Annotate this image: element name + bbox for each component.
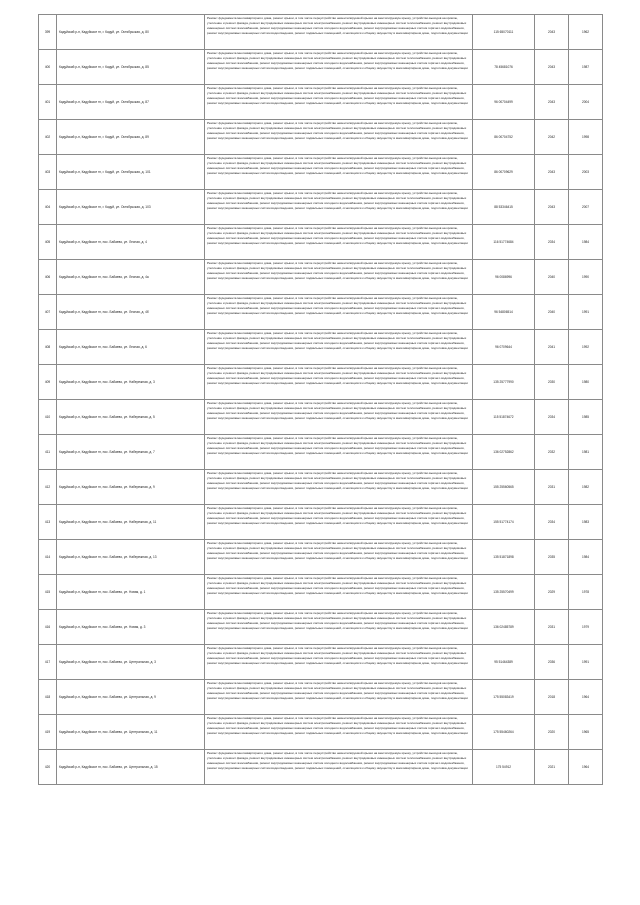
cost-cell: 135 25777990 xyxy=(473,365,535,400)
works-description-cell: Ремонт фундамента многоквартирного дома, ремонт крыши, в том числе переустройство невентилируемой крыши на вентилируемую крышу, устройство выходов на кровлю, утепление и ремонт фасада, ремонт внутридомовых инженерных систем электроснабжения, ремонт внутридомовых инженерных систем теплоснабжения, ремонт внутридомовых инженерных систем газоснабжения, ремонт внутридомовых инженерных систем холодного водоснабжения, ремонт внутридомовых инженерных систем горячего водоснабжения, ремонт внутридомовых инженерных систем водоотведения, ремонт подвальных помещений, относящихся к общему имуществу в многоквартирном доме, подготовка документации xyxy=(205,435,473,470)
address-cell: Кадуйский р-н, Кадуйское гп, г. Кадуй, ул. Октябрьская, д. 101 xyxy=(57,155,205,190)
document-page xyxy=(38,14,602,785)
address-cell: Кадуйский р-н, Кадуйское гп, пос. Бабаево, ул. Центральная, д. 15 xyxy=(57,750,205,785)
works-description-cell: Ремонт фундамента многоквартирного дома, ремонт крыши, в том числе переустройство невентилируемой крыши на вентилируемую крышу, устройство выходов на кровлю, утепление и ремонт фасада, ремонт внутридомовых инженерных систем электроснабжения, ремонт внутридомовых инженерных систем теплоснабжения, ремонт внутридомовых инженерных систем газоснабжения, ремонт внутридомовых инженерных систем холодного водоснабжения, ремонт внутридомовых инженерных систем горячего водоснабжения, ремонт внутридомовых инженерных систем водоотведения, ремонт подвальных помещений, относящихся к общему имуществу в многоквартирном доме, подготовка документации xyxy=(205,120,473,155)
cost-cell: 175 55460264 xyxy=(473,715,535,750)
planned-year-cell: 2036 xyxy=(535,645,569,680)
table-row xyxy=(39,85,603,120)
cost-cell: 96 0709644 xyxy=(473,330,535,365)
row-number: 402 xyxy=(39,120,57,155)
build-year-cell: 1965 xyxy=(569,715,603,750)
works-description-cell: Ремонт фундамента многоквартирного дома, ремонт крыши, в том числе переустройство невентилируемой крыши на вентилируемую крышу, устройство выходов на кровлю, утепление и ремонт фасада, ремонт внутридомовых инженерных систем электроснабжения, ремонт внутридомовых инженерных систем теплоснабжения, ремонт внутридомовых инженерных систем газоснабжения, ремонт внутридомовых инженерных систем холодного водоснабжения, ремонт внутридомовых инженерных систем горячего водоснабжения, ремонт внутридомовых инженерных систем водоотведения, ремонт подвальных помещений, относящихся к общему имуществу в многоквартирном доме, подготовка документации xyxy=(205,540,473,575)
build-year-cell: 1981 xyxy=(569,435,603,470)
address-cell: Кадуйский р-н, Кадуйское гп, пос. Бабаево, ул. Набережная, д. 3 xyxy=(57,365,205,400)
build-year-cell: 2007 xyxy=(569,190,603,225)
cost-cell: 136 02752862 xyxy=(473,435,535,470)
table-row xyxy=(39,505,603,540)
row-number: 420 xyxy=(39,750,57,785)
table-row xyxy=(39,330,603,365)
planned-year-cell: 2043 xyxy=(535,85,569,120)
works-description-cell: Ремонт фундамента многоквартирного дома, ремонт крыши, в том числе переустройство невентилируемой крыши на вентилируемую крышу, устройство выходов на кровлю, утепление и ремонт фасада, ремонт внутридомовых инженерных систем электроснабжения, ремонт внутридомовых инженерных систем теплоснабжения, ремонт внутридомовых инженерных систем газоснабжения, ремонт внутридомовых инженерных систем холодного водоснабжения, ремонт внутридомовых инженерных систем горячего водоснабжения, ремонт внутридомовых инженерных систем водоотведения, ремонт подвальных помещений, относящихся к общему имуществу в многоквартирном доме, подготовка документации xyxy=(205,85,473,120)
planned-year-cell: 2042 xyxy=(535,120,569,155)
works-description-cell: Ремонт фундамента многоквартирного дома, ремонт крыши, в том числе переустройство невентилируемой крыши на вентилируемую крышу, устройство выходов на кровлю, утепление и ремонт фасада, ремонт внутридомовых инженерных систем электроснабжения, ремонт внутридомовых инженерных систем теплоснабжения, ремонт внутридомовых инженерных систем газоснабжения, ремонт внутридомовых инженерных систем холодного водоснабжения, ремонт внутридомовых инженерных систем горячего водоснабжения, ремонт внутридомовых инженерных систем водоотведения, ремонт подвальных помещений, относящихся к общему имуществу в многоквартирном доме, подготовка документации xyxy=(205,330,473,365)
works-description-cell: Ремонт фундамента многоквартирного дома, ремонт крыши, в том числе переустройство невентилируемой крыши на вентилируемую крышу, устройство выходов на кровлю, утепление и ремонт фасада, ремонт внутридомовых инженерных систем электроснабжения, ремонт внутридомовых инженерных систем теплоснабжения, ремонт внутридомовых инженерных систем газоснабжения, ремонт внутридомовых инженерных систем холодного водоснабжения, ремонт внутридомовых инженерных систем горячего водоснабжения, ремонт внутридомовых инженерных систем водоотведения, ремонт подвальных помещений, относящихся к общему имуществу в многоквартирном доме, подготовка документации xyxy=(205,470,473,505)
cost-cell: 155 25560565 xyxy=(473,470,535,505)
cost-cell: 95 51464389 xyxy=(473,645,535,680)
cost-cell: 116 51774684 xyxy=(473,225,535,260)
table-row xyxy=(39,225,603,260)
build-year-cell: 1978 xyxy=(569,575,603,610)
planned-year-cell: 2034 xyxy=(535,400,569,435)
build-year-cell: 2003 xyxy=(569,155,603,190)
build-year-cell: 1964 xyxy=(569,680,603,715)
row-number: 419 xyxy=(39,715,57,750)
row-number: 414 xyxy=(39,540,57,575)
row-number: 411 xyxy=(39,435,57,470)
address-cell: Кадуйский р-н, Кадуйское гп, г. Кадуй, ул. Октябрьская, д. 89 xyxy=(57,120,205,155)
table-row xyxy=(39,680,603,715)
table-row xyxy=(39,190,603,225)
cost-cell: 86 00704752 xyxy=(473,120,535,155)
works-description-cell: Ремонт фундамента многоквартирного дома, ремонт крыши, в том числе переустройство невентилируемой крыши на вентилируемую крышу, устройство выходов на кровлю, утепление и ремонт фасада, ремонт внутридомовых инженерных систем электроснабжения, ремонт внутридомовых инженерных систем теплоснабжения, ремонт внутридомовых инженерных систем газоснабжения, ремонт внутридомовых инженерных систем холодного водоснабжения, ремонт внутридомовых инженерных систем горячего водоснабжения, ремонт внутридомовых инженерных систем водоотведения, ремонт подвальных помещений, относящихся к общему имуществу в многоквартирном доме, подготовка документации xyxy=(205,610,473,645)
planned-year-cell: 2020 xyxy=(535,715,569,750)
table-row xyxy=(39,400,603,435)
table-row xyxy=(39,575,603,610)
table-row xyxy=(39,365,603,400)
build-year-cell: 1979 xyxy=(569,610,603,645)
row-number: 404 xyxy=(39,190,57,225)
row-number: 403 xyxy=(39,155,57,190)
works-description-cell: Ремонт фундамента многоквартирного дома, ремонт крыши, в том числе переустройство невентилируемой крыши на вентилируемую крышу, устройство выходов на кровлю, утепление и ремонт фасада, ремонт внутридомовых инженерных систем электроснабжения, ремонт внутридомовых инженерных систем теплоснабжения, ремонт внутридомовых инженерных систем газоснабжения, ремонт внутридомовых инженерных систем холодного водоснабжения, ремонт внутридомовых инженерных систем горячего водоснабжения, ремонт внутридомовых инженерных систем водоотведения, ремонт подвальных помещений, относящихся к общему имуществу в многоквартирном доме, подготовка документации xyxy=(205,680,473,715)
planned-year-cell: 2035 xyxy=(535,540,569,575)
planned-year-cell: 2034 xyxy=(535,225,569,260)
works-description-cell: Ремонт фундамента многоквартирного дома, ремонт крыши, в том числе переустройство невентилируемой крыши на вентилируемую крышу, устройство выходов на кровлю, утепление и ремонт фасада, ремонт внутридомовых инженерных систем электроснабжения, ремонт внутридомовых инженерных систем теплоснабжения, ремонт внутридомовых инженерных систем газоснабжения, ремонт внутридомовых инженерных систем холодного водоснабжения, ремонт внутридомовых инженерных систем горячего водоснабжения, ремонт внутридомовых инженерных систем водоотведения, ремонт подвальных помещений, относящихся к общему имуществу в многоквартирном доме, подготовка документации xyxy=(205,260,473,295)
works-description-cell: Ремонт фундамента многоквартирного дома, ремонт крыши, в том числе переустройство невентилируемой крыши на вентилируемую крышу, устройство выходов на кровлю, утепление и ремонт фасада, ремонт внутридомовых инженерных систем электроснабжения, ремонт внутридомовых инженерных систем теплоснабжения, ремонт внутридомовых инженерных систем газоснабжения, ремонт внутридомовых инженерных систем холодного водоснабжения, ремонт внутридомовых инженерных систем горячего водоснабжения, ремонт внутридомовых инженерных систем водоотведения, ремонт подвальных помещений, относящихся к общему имуществу в многоквартирном доме, подготовка документации xyxy=(205,400,473,435)
planned-year-cell: 2034 xyxy=(535,505,569,540)
build-year-cell: 1991 xyxy=(569,645,603,680)
table-row xyxy=(39,610,603,645)
build-year-cell: 1992 xyxy=(569,330,603,365)
table-row xyxy=(39,435,603,470)
cost-cell: 175 54912 xyxy=(473,750,535,785)
address-cell: Кадуйский р-н, Кадуйское гп, пос. Бабаево, ул. Набережная, д. 5 xyxy=(57,400,205,435)
capital-repair-table xyxy=(38,14,603,785)
address-cell: Кадуйский р-н, Кадуйское гп, пос. Бабаево, ул. Набережная, д. 9 xyxy=(57,470,205,505)
planned-year-cell: 2043 xyxy=(535,190,569,225)
planned-year-cell: 2040 xyxy=(535,295,569,330)
works-description-cell: Ремонт фундамента многоквартирного дома, ремонт крыши, в том числе переустройство невентилируемой крыши на вентилируемую крышу, устройство выходов на кровлю, утепление и ремонт фасада, ремонт внутридомовых инженерных систем электроснабжения, ремонт внутридомовых инженерных систем теплоснабжения, ремонт внутридомовых инженерных систем газоснабжения, ремонт внутридомовых инженерных систем холодного водоснабжения, ремонт внутридомовых инженерных систем горячего водоснабжения, ремонт внутридомовых инженерных систем водоотведения, ремонт подвальных помещений, относящихся к общему имуществу в многоквартирном доме, подготовка документации xyxy=(205,365,473,400)
works-description-cell: Ремонт фундамента многоквартирного дома, ремонт крыши, в том числе переустройство невентилируемой крыши на вентилируемую крышу, устройство выходов на кровлю, утепление и ремонт фасада, ремонт внутридомовых инженерных систем электроснабжения, ремонт внутридомовых инженерных систем теплоснабжения, ремонт внутридомовых инженерных систем газоснабжения, ремонт внутридомовых инженерных систем холодного водоснабжения, ремонт внутридомовых инженерных систем горячего водоснабжения, ремонт внутридомовых инженерных систем водоотведения, ремонт подвальных помещений, относящихся к общему имуществу в многоквартирном доме, подготовка документации xyxy=(205,575,473,610)
build-year-cell: 2004 xyxy=(569,85,603,120)
table-row xyxy=(39,155,603,190)
table-row xyxy=(39,470,603,505)
table-row xyxy=(39,15,603,50)
works-description-cell: Ремонт фундамента многоквартирного дома, ремонт крыши, в том числе переустройство невентилируемой крыши на вентилируемую крышу, устройство выходов на кровлю, утепление и ремонт фасада, ремонт внутридомовых инженерных систем электроснабжения, ремонт внутридомовых инженерных систем теплоснабжения, ремонт внутридомовых инженерных систем газоснабжения, ремонт внутридомовых инженерных систем холодного водоснабжения, ремонт внутридомовых инженерных систем горячего водоснабжения, ремонт внутридомовых инженерных систем водоотведения, ремонт подвальных помещений, относящихся к общему имуществу в многоквартирном доме, подготовка документации xyxy=(205,50,473,85)
table-row xyxy=(39,260,603,295)
works-description-cell: Ремонт фундамента многоквартирного дома, ремонт крыши, в том числе переустройство невентилируемой крыши на вентилируемую крышу, устройство выходов на кровлю, утепление и ремонт фасада, ремонт внутридомовых инженерных систем электроснабжения, ремонт внутридомовых инженерных систем теплоснабжения, ремонт внутридомовых инженерных систем газоснабжения, ремонт внутридомовых инженерных систем холодного водоснабжения, ремонт внутридомовых инженерных систем горячего водоснабжения, ремонт внутридомовых инженерных систем водоотведения, ремонт подвальных помещений, относящихся к общему имуществу в многоквартирном доме, подготовка документации xyxy=(205,645,473,680)
build-year-cell: 1991 xyxy=(569,295,603,330)
cost-cell: 96 54806514 xyxy=(473,295,535,330)
planned-year-cell: 2031 xyxy=(535,470,569,505)
table-row xyxy=(39,50,603,85)
address-cell: Кадуйский р-н, Кадуйское гп, пос. Бабаево, ул. Центральная, д. 11 xyxy=(57,715,205,750)
address-cell: Кадуйский р-н, Кадуйское гп, пос. Бабаево, ул. Лесная, д. 4б xyxy=(57,295,205,330)
address-cell: Кадуйский р-н, Кадуйское гп, пос. Бабаево, ул. Набережная, д. 13 xyxy=(57,540,205,575)
works-description-cell: Ремонт фундамента многоквартирного дома, ремонт крыши, в том числе переустройство невентилируемой крыши на вентилируемую крышу, устройство выходов на кровлю, утепление и ремонт фасада, ремонт внутридомовых инженерных систем электроснабжения, ремонт внутридомовых инженерных систем теплоснабжения, ремонт внутридомовых инженерных систем газоснабжения, ремонт внутридомовых инженерных систем холодного водоснабжения, ремонт внутридомовых инженерных систем горячего водоснабжения, ремонт внутридомовых инженерных систем водоотведения, ремонт подвальных помещений, относящихся к общему имуществу в многоквартирном доме, подготовка документации xyxy=(205,190,473,225)
works-description-cell: Ремонт фундамента многоквартирного дома, ремонт крыши, в том числе переустройство невентилируемой крыши на вентилируемую крышу, устройство выходов на кровлю, утепление и ремонт фасада, ремонт внутридомовых инженерных систем электроснабжения, ремонт внутридомовых инженерных систем теплоснабжения, ремонт внутридомовых инженерных систем газоснабжения, ремонт внутридомовых инженерных систем холодного водоснабжения, ремонт внутридомовых инженерных систем горячего водоснабжения, ремонт внутридомовых инженерных систем водоотведения, ремонт подвальных помещений, относящихся к общему имуществу в многоквартирном доме, подготовка документации xyxy=(205,750,473,785)
address-cell: Кадуйский р-н, Кадуйское гп, пос. Бабаево, ул. Центральная, д. 3 xyxy=(57,645,205,680)
build-year-cell: 1998 xyxy=(569,120,603,155)
address-cell: Кадуйский р-н, Кадуйское гп, г. Кадуй, ул. Октябрьская, д. 85 xyxy=(57,50,205,85)
works-description-cell: Ремонт фундамента многоквартирного дома, ремонт крыши, в том числе переустройство невентилируемой крыши на вентилируемую крышу, устройство выходов на кровлю, утепление и ремонт фасада, ремонт внутридомовых инженерных систем электроснабжения, ремонт внутридомовых инженерных систем теплоснабжения, ремонт внутридомовых инженерных систем газоснабжения, ремонт внутридомовых инженерных систем холодного водоснабжения, ремонт внутридомовых инженерных систем горячего водоснабжения, ремонт внутридомовых инженерных систем водоотведения, ремонт подвальных помещений, относящихся к общему имуществу в многоквартирном доме, подготовка документации xyxy=(205,505,473,540)
row-number: 408 xyxy=(39,330,57,365)
cost-cell: 115 51874672 xyxy=(473,400,535,435)
table-row xyxy=(39,715,603,750)
row-number: 417 xyxy=(39,645,57,680)
build-year-cell: 1984 xyxy=(569,225,603,260)
planned-year-cell: 2030 xyxy=(535,365,569,400)
address-cell: Кадуйский р-н, Кадуйское гп, пос. Бабаево, ул. Лесная, д. 4 xyxy=(57,225,205,260)
planned-year-cell: 2043 xyxy=(535,155,569,190)
cost-cell: 96 00704499 xyxy=(473,85,535,120)
row-number: 405 xyxy=(39,225,57,260)
cost-cell: 78 45681076 xyxy=(473,50,535,85)
planned-year-cell: 2021 xyxy=(535,750,569,785)
row-number: 407 xyxy=(39,295,57,330)
works-description-cell: Ремонт фундамента многоквартирного дома, ремонт крыши, в том числе переустройство невентилируемой крыши на вентилируемую крышу, устройство выходов на кровлю, утепление и ремонт фасада, ремонт внутридомовых инженерных систем электроснабжения, ремонт внутридомовых инженерных систем теплоснабжения, ремонт внутридомовых инженерных систем газоснабжения, ремонт внутридомовых инженерных систем холодного водоснабжения, ремонт внутридомовых инженерных систем горячего водоснабжения, ремонт внутридомовых инженерных систем водоотведения, ремонт подвальных помещений, относящихся к общему имуществу в многоквартирном доме, подготовка документации xyxy=(205,225,473,260)
row-number: 401 xyxy=(39,85,57,120)
build-year-cell: 1962 xyxy=(569,15,603,50)
cost-cell: 136 02485789 xyxy=(473,610,535,645)
planned-year-cell: 2043 xyxy=(535,50,569,85)
cost-cell: 86 00709629 xyxy=(473,155,535,190)
cost-cell: 175 55083419 xyxy=(473,680,535,715)
planned-year-cell: 2041 xyxy=(535,330,569,365)
table-row xyxy=(39,120,603,155)
build-year-cell: 1980 xyxy=(569,365,603,400)
build-year-cell: 1984 xyxy=(569,540,603,575)
planned-year-cell: 2018 xyxy=(535,680,569,715)
address-cell: Кадуйский р-н, Кадуйское гп, пос. Бабаево, ул. Центральная, д. 9 xyxy=(57,680,205,715)
row-number: 415 xyxy=(39,575,57,610)
planned-year-cell: 2031 xyxy=(535,610,569,645)
build-year-cell: 1982 xyxy=(569,470,603,505)
row-number: 412 xyxy=(39,470,57,505)
cost-cell: 135 25570499 xyxy=(473,575,535,610)
address-cell: Кадуйский р-н, Кадуйское гп, г. Кадуй, ул. Октябрьская, д. 80 xyxy=(57,15,205,50)
address-cell: Кадуйский р-н, Кадуйское гп, пос. Бабаево, ул. Набережная, д. 7 xyxy=(57,435,205,470)
cost-cell: 88 53346415 xyxy=(473,190,535,225)
works-description-cell: Ремонт фундамента многоквартирного дома, ремонт крыши, в том числе переустройство невентилируемой крыши на вентилируемую крышу, устройство выходов на кровлю, утепление и ремонт фасада, ремонт внутридомовых инженерных систем электроснабжения, ремонт внутридомовых инженерных систем теплоснабжения, ремонт внутридомовых инженерных систем газоснабжения, ремонт внутридомовых инженерных систем холодного водоснабжения, ремонт внутридомовых инженерных систем горячего водоснабжения, ремонт внутридомовых инженерных систем водоотведения, ремонт подвальных помещений, относящихся к общему имуществу в многоквартирном доме, подготовка документации xyxy=(205,15,473,50)
build-year-cell: 1987 xyxy=(569,50,603,85)
works-description-cell: Ремонт фундамента многоквартирного дома, ремонт крыши, в том числе переустройство невентилируемой крыши на вентилируемую крышу, устройство выходов на кровлю, утепление и ремонт фасада, ремонт внутридомовых инженерных систем электроснабжения, ремонт внутридомовых инженерных систем теплоснабжения, ремонт внутридомовых инженерных систем газоснабжения, ремонт внутридомовых инженерных систем холодного водоснабжения, ремонт внутридомовых инженерных систем горячего водоснабжения, ремонт внутридомовых инженерных систем водоотведения, ремонт подвальных помещений, относящихся к общему имуществу в многоквартирном доме, подготовка документации xyxy=(205,155,473,190)
table-row xyxy=(39,540,603,575)
row-number: 413 xyxy=(39,505,57,540)
address-cell: Кадуйский р-н, Кадуйское гп, г. Кадуй, ул. Октябрьская, д. 87 xyxy=(57,85,205,120)
address-cell: Кадуйский р-н, Кадуйское гп, пос. Бабаево, ул. Набережная, д. 11 xyxy=(57,505,205,540)
planned-year-cell: 2043 xyxy=(535,15,569,50)
table-body xyxy=(39,15,603,785)
row-number: 400 xyxy=(39,50,57,85)
works-description-cell: Ремонт фундамента многоквартирного дома, ремонт крыши, в том числе переустройство невентилируемой крыши на вентилируемую крышу, устройство выходов на кровлю, утепление и ремонт фасада, ремонт внутридомовых инженерных систем электроснабжения, ремонт внутридомовых инженерных систем теплоснабжения, ремонт внутридомовых инженерных систем газоснабжения, ремонт внутридомовых инженерных систем холодного водоснабжения, ремонт внутридомовых инженерных систем горячего водоснабжения, ремонт внутридомовых инженерных систем водоотведения, ремонт подвальных помещений, относящихся к общему имуществу в многоквартирном доме, подготовка документации xyxy=(205,295,473,330)
cost-cell: 155 51774174 xyxy=(473,505,535,540)
row-number: 406 xyxy=(39,260,57,295)
address-cell: Кадуйский р-н, Кадуйское гп, пос. Бабаево, ул. Новая, д. 1 xyxy=(57,575,205,610)
address-cell: Кадуйский р-н, Кадуйское гп, пос. Бабаево, ул. Лесная, д. 4а xyxy=(57,260,205,295)
table-row xyxy=(39,295,603,330)
build-year-cell: 1990 xyxy=(569,260,603,295)
row-number: 418 xyxy=(39,680,57,715)
address-cell: Кадуйский р-н, Кадуйское гп, пос. Бабаево, ул. Новая, д. 3 xyxy=(57,610,205,645)
row-number: 399 xyxy=(39,15,57,50)
cost-cell: 96 0086996 xyxy=(473,260,535,295)
address-cell: Кадуйский р-н, Кадуйское гп, г. Кадуй, ул. Октябрьская, д. 103 xyxy=(57,190,205,225)
cost-cell: 115 65070111 xyxy=(473,15,535,50)
table-row xyxy=(39,645,603,680)
planned-year-cell: 2032 xyxy=(535,435,569,470)
build-year-cell: 1983 xyxy=(569,505,603,540)
build-year-cell: 1985 xyxy=(569,400,603,435)
planned-year-cell: 2040 xyxy=(535,260,569,295)
cost-cell: 135 51871898 xyxy=(473,540,535,575)
build-year-cell: 1964 xyxy=(569,750,603,785)
address-cell: Кадуйский р-н, Кадуйское гп, пос. Бабаево, ул. Лесная, д. 6 xyxy=(57,330,205,365)
works-description-cell: Ремонт фундамента многоквартирного дома, ремонт крыши, в том числе переустройство невентилируемой крыши на вентилируемую крышу, устройство выходов на кровлю, утепление и ремонт фасада, ремонт внутридомовых инженерных систем электроснабжения, ремонт внутридомовых инженерных систем теплоснабжения, ремонт внутридомовых инженерных систем газоснабжения, ремонт внутридомовых инженерных систем холодного водоснабжения, ремонт внутридомовых инженерных систем горячего водоснабжения, ремонт внутридомовых инженерных систем водоотведения, ремонт подвальных помещений, относящихся к общему имуществу в многоквартирном доме, подготовка документации xyxy=(205,715,473,750)
planned-year-cell: 2029 xyxy=(535,575,569,610)
row-number: 409 xyxy=(39,365,57,400)
row-number: 410 xyxy=(39,400,57,435)
row-number: 416 xyxy=(39,610,57,645)
table-row xyxy=(39,750,603,785)
